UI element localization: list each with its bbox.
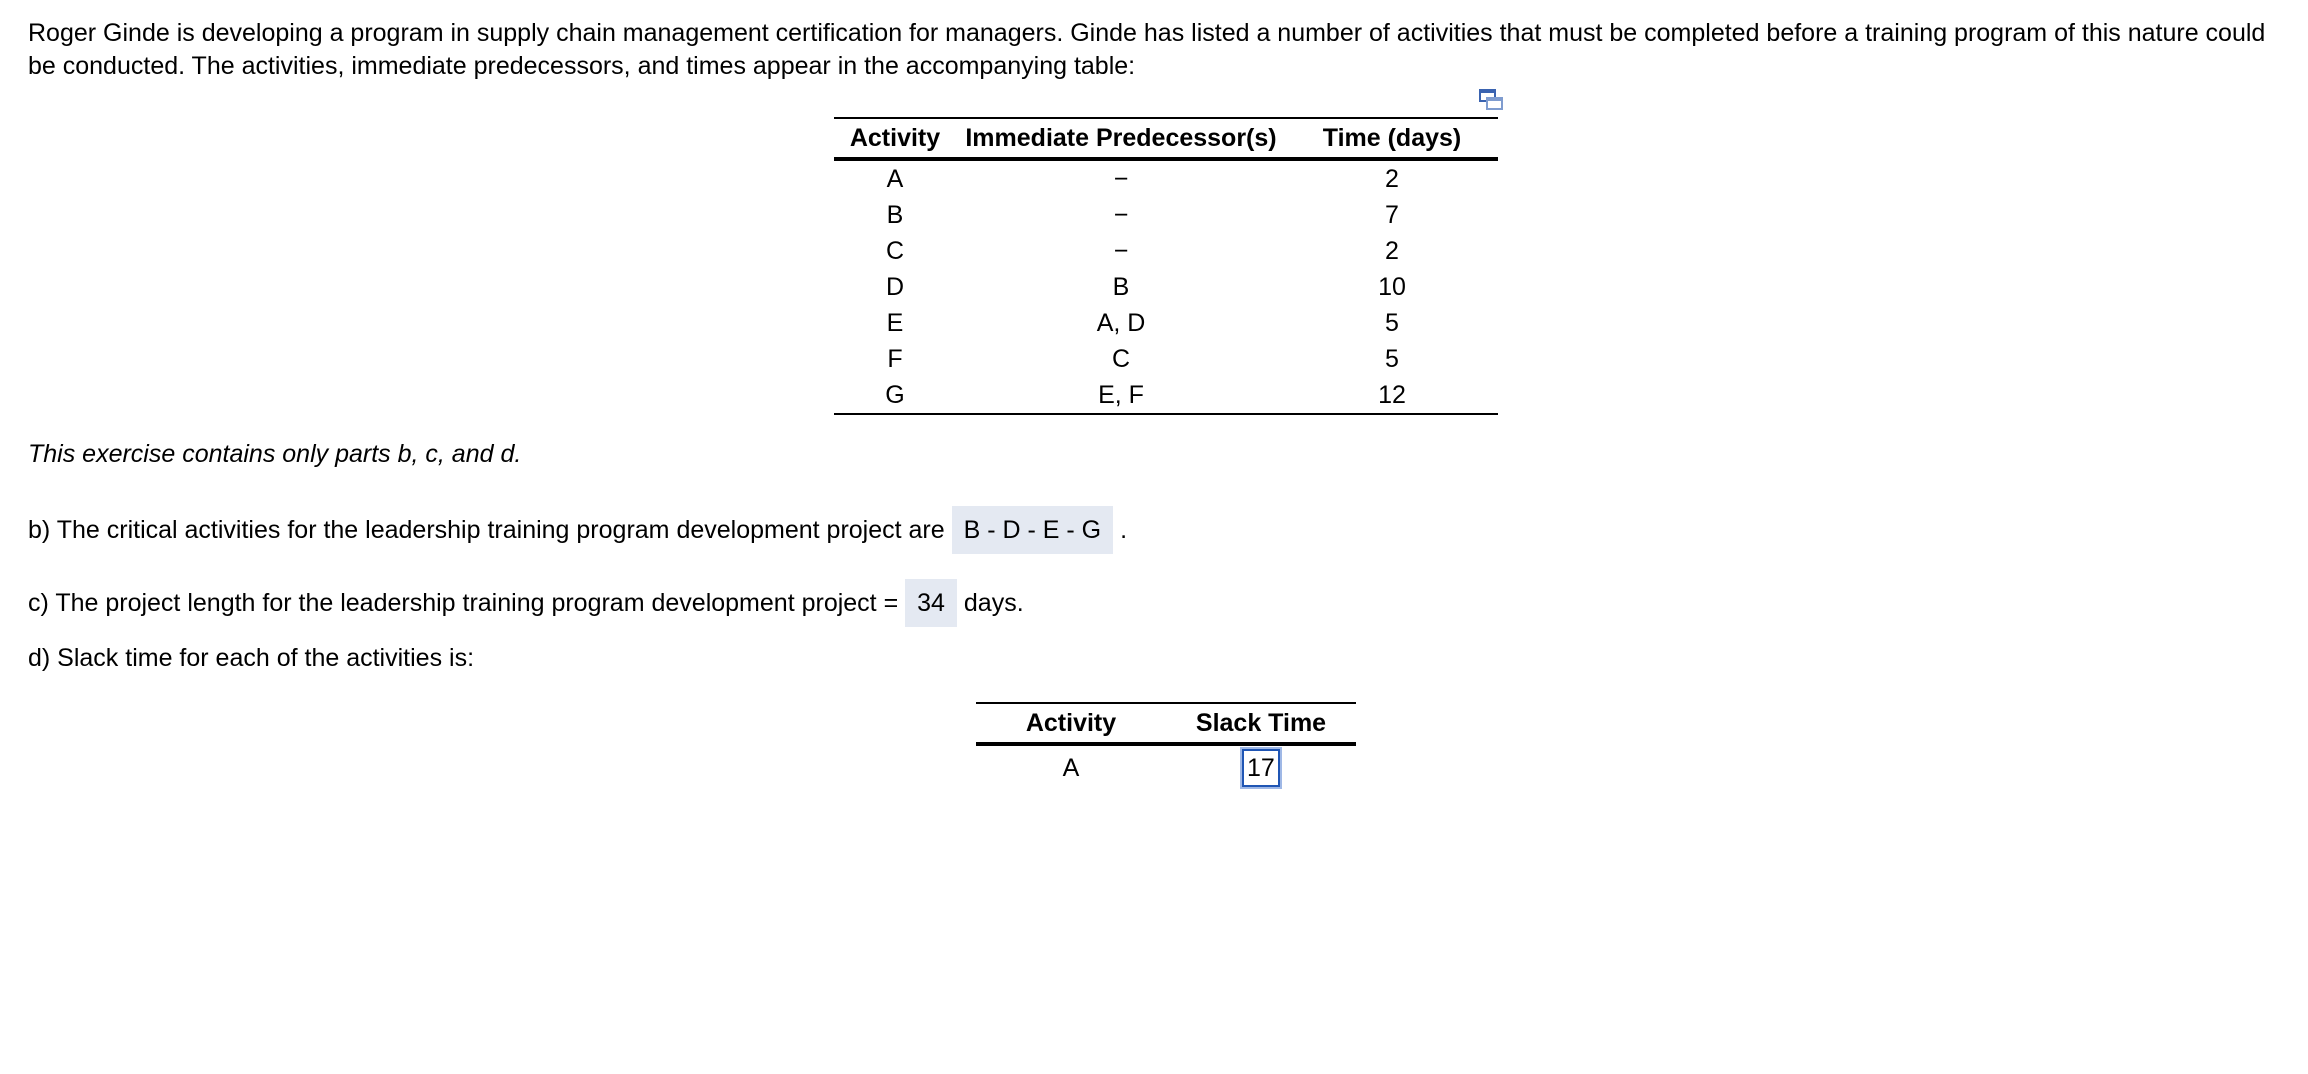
time-cell: 5 [1385,344,1399,373]
part-c-prefix: c) The project length for the leadership training program development project = [28,589,899,617]
activity-cell: D [885,272,905,301]
header-activity: Activity [834,118,956,159]
header-activity: Activity [976,703,1166,744]
part-c-question [28,579,1024,627]
table-row [834,305,1498,341]
time-cell: 2 [1385,236,1399,265]
table-row [834,197,1498,233]
header-time: Time (days) [1286,118,1498,159]
predecessor-cell: B [1112,272,1130,301]
part-d-question: d) Slack time for each of the activities is: [28,644,475,672]
part-c-suffix: days. [963,589,1024,617]
header-slack-time: Slack Time [1166,703,1356,744]
table-row [834,233,1498,269]
activity-cell: B [886,200,904,229]
project-length-answer[interactable]: 34 [905,579,957,627]
activity-cell: F [887,344,903,373]
table-row [834,159,1498,197]
time-cell: 7 [1385,200,1399,229]
time-cell: 2 [1385,164,1399,193]
table-row [976,744,1356,790]
slack-cell [1166,744,1356,790]
slack-table-header [976,703,1356,744]
exercise-note: This exercise contains only parts b, c, and d. [28,440,522,468]
table-row [834,377,1498,414]
table-row [834,341,1498,377]
part-b-question [28,506,1127,554]
part-b-prefix: b) The critical activities for the leadership training program development project are [28,516,945,544]
time-cell: 12 [1286,377,1498,414]
predecessor-cell: − [1113,200,1129,229]
activity-cell: G [834,377,956,414]
table-row [834,269,1498,305]
time-cell: 5 [1385,308,1399,337]
predecessor-cell: E, F [956,377,1286,414]
problem-statement: Roger Ginde is developing a program in supply chain management certification for managers. Ginde has listed a number of activities that must be completed before a training program of this nature could be conducted. The activities, immediate predecessors, and times appear in the accompanying table: [28,19,2266,80]
slack-time-table [976,702,1356,790]
time-cell: 10 [1378,272,1406,301]
activity-cell: E [886,308,904,337]
copy-table-icon[interactable] [1479,89,1503,111]
predecessor-cell: A, D [1096,308,1146,337]
activity-cell: A [886,164,904,193]
slack-time-input-a[interactable] [1242,749,1280,787]
header-predecessors: Immediate Predecessor(s) [956,118,1286,159]
activity-cell: A [1062,753,1080,782]
predecessor-cell: − [1113,164,1129,193]
activities-table-header [834,118,1498,159]
part-b-suffix: . [1120,516,1128,544]
activities-table [834,117,1498,415]
predecessor-cell: − [1113,236,1129,265]
critical-path-answer[interactable]: B - D - E - G [952,506,1114,554]
predecessor-cell: C [1111,344,1131,373]
activity-cell: C [885,236,905,265]
